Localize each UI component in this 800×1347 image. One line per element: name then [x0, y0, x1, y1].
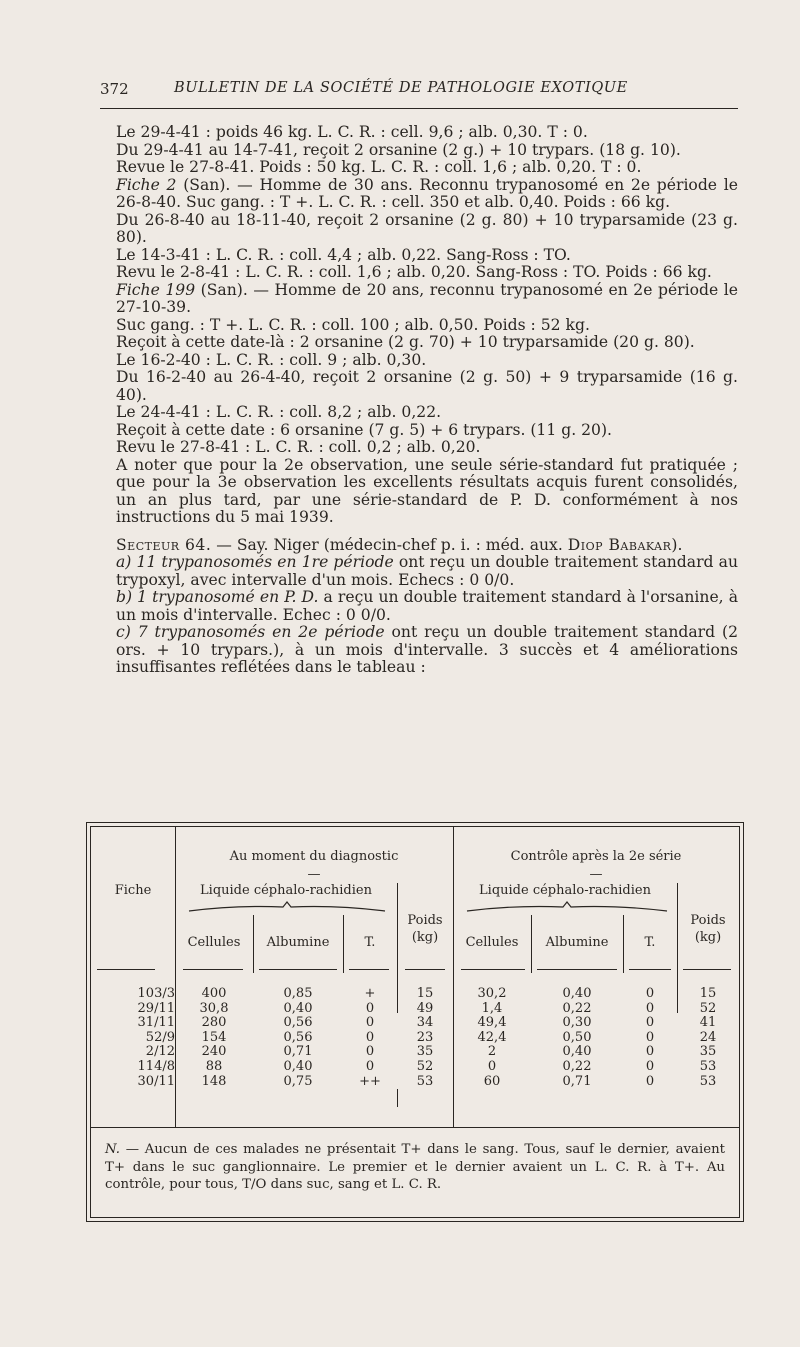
table-cell-alb2: 0,40	[562, 1044, 592, 1060]
header-underline	[349, 969, 389, 970]
lcr-header: Liquide céphalo-rachidien	[200, 883, 372, 898]
item-label: a) 11 trypanosomés en 1re période	[116, 553, 394, 571]
table-cell-alb2: 0,22	[562, 1000, 592, 1016]
paragraph	[116, 282, 738, 317]
paragraph: Du 26-8-40 au 18-11-40, reçoit 2 orsanine (2 g. 80) + 10 tryparsamide (23 g. 80).	[116, 210, 738, 246]
brace-icon	[187, 901, 387, 917]
group-header-dash: —	[307, 867, 321, 882]
header-underline	[97, 969, 155, 970]
header-rule	[100, 108, 738, 109]
kg-header: (kg)	[694, 930, 722, 945]
table-cell-poids2: 15	[699, 986, 717, 1001]
doctor-name: Diop Babakar	[567, 535, 672, 554]
column-cell1	[175, 987, 253, 1089]
table-cell-poids2: 52	[699, 1000, 717, 1016]
table-cell-t1: 0	[365, 1000, 375, 1016]
brace-icon	[465, 901, 669, 917]
kg-header: (kg)	[411, 930, 439, 945]
paragraph	[116, 177, 738, 212]
table-cell-cell1: 148	[201, 1073, 227, 1089]
item-text: ont reçu un double traitement standard (2 ors. + 10 trypars.), à un mois d'intervalle. 3 succès et 4 améliorations insuffisantes reflétées dans le tableau :	[116, 623, 738, 676]
paragraph: Le 24-4-41 : L. C. R. : coll. 8,2 ; alb. 0,22.	[116, 403, 442, 421]
poids-header: Poids	[690, 913, 726, 928]
table-cell-t2: 0	[645, 1044, 655, 1060]
table-footnote	[105, 1141, 725, 1194]
table-cell-poids1: 53	[416, 1073, 434, 1089]
header-underline	[537, 969, 617, 970]
table-cell-fiche: 30/11	[137, 1073, 175, 1089]
header-underline	[629, 969, 671, 970]
table-cell-poids1: 23	[416, 1029, 434, 1045]
table-cell-cell1: 88	[205, 1058, 223, 1074]
table-cell-t1: 0	[365, 1029, 375, 1045]
table-cell-poids1: 35	[416, 1044, 434, 1060]
paragraph: Reçoit à cette date-là : 2 orsanine (2 g. 70) + 10 tryparsamide (20 g. 80).	[116, 333, 695, 351]
paragraph	[116, 589, 738, 624]
cellules-header: Cellules	[187, 935, 241, 950]
paragraph	[116, 624, 738, 677]
column-cell2	[453, 987, 531, 1089]
secteur-end: ).	[671, 535, 683, 554]
body-text	[116, 124, 738, 677]
table-cell-poids2: 53	[699, 1058, 717, 1074]
note-label: N.	[105, 1142, 121, 1157]
note-text: — Aucun de ces malades ne présentait T+ dans le sang. Tous, sauf le dernier, avaient T+ dans le suc ganglionnaire. Le premier et le dernier avaient un L. C. R. à T+. Au contrôle, pour tous, T/O dans suc, sang et L. C. R.	[105, 1142, 725, 1192]
paragraph	[116, 554, 738, 589]
table-cell-alb2: 0,40	[562, 986, 592, 1001]
table-cell-t1: 0	[365, 1015, 375, 1031]
header-underline	[461, 969, 525, 970]
table-cell-alb1: 0,85	[283, 986, 313, 1001]
table-cell-poids2: 41	[699, 1015, 717, 1031]
fiche-label: Fiche 199	[116, 280, 196, 299]
table-cell-t1: ++	[359, 1073, 381, 1089]
fiche-label: Fiche 2	[116, 175, 177, 194]
group-header-diagnosis: Au moment du diagnostic	[229, 849, 399, 864]
table-cell-t2: 0	[645, 1029, 655, 1045]
paragraph: Le 16-2-40 : L. C. R. : coll. 9 ; alb. 0,30.	[116, 350, 427, 369]
paragraph: Du 29-4-41 au 14-7-41, reçoit 2 orsanine (2 g.) + 10 trypars. (18 g. 10).	[116, 140, 681, 159]
paragraph: A noter que pour la 2e observation, une seule série-standard fut pratiquée ; que pour la 3e observation les excellents résultats acquis furent consolidés, un an plus tard, par une série-standard de P. D. conformément à nos instructions du 5 mai 1939.	[116, 455, 738, 526]
table-cell-cell1: 154	[201, 1029, 227, 1045]
table-cell-poids1: 34	[416, 1015, 434, 1031]
table-cell-alb1: 0,40	[283, 1000, 313, 1016]
table-cell-alb1: 0,56	[283, 1029, 313, 1045]
table-cell-poids2: 35	[699, 1044, 717, 1060]
poids-header: Poids	[407, 913, 443, 928]
paragraph: Revu le 27-8-41 : L. C. R. : coll. 0,2 ; alb. 0,20.	[116, 438, 481, 456]
table-cell-fiche: 31/11	[137, 1015, 175, 1031]
column-fiche	[91, 987, 175, 1089]
table-cell-alb2: 0,30	[562, 1015, 592, 1031]
column-divider	[397, 1089, 398, 1107]
page-number: 372	[100, 80, 129, 98]
column-poids1	[397, 987, 453, 1089]
table-cell-cell1: 240	[201, 1044, 227, 1060]
albumine-header: Albumine	[266, 935, 330, 950]
table-cell-t1: +	[364, 986, 376, 1001]
cellules-header: Cellules	[465, 935, 519, 950]
paragraph: Suc gang. : T +. L. C. R. : coll. 100 ; alb. 0,50. Poids : 52 kg.	[116, 315, 590, 334]
table-cell-fiche: 29/11	[137, 1000, 175, 1016]
group-header-control: Contrôle après la 2e série	[510, 849, 682, 864]
lcr-header: Liquide céphalo-rachidien	[479, 883, 651, 898]
header-underline	[405, 969, 445, 970]
table-cell-t2: 0	[645, 1058, 655, 1074]
item-text: ont reçu un double traitement standard au trypoxyl, avec intervalle d'un mois. Echecs : 0 0/0.	[116, 553, 738, 589]
table-cell-fiche: 2/12	[145, 1044, 175, 1060]
table-cell-cell2: 42,4	[477, 1029, 507, 1045]
table-cell-cell2: 1,4	[481, 1000, 503, 1016]
paragraph	[116, 537, 738, 555]
table-cell-cell2: 0	[487, 1058, 497, 1074]
table-cell-poids1: 49	[416, 1000, 434, 1016]
table-cell-cell2: 30,2	[477, 986, 507, 1001]
table-cell-poids2: 53	[699, 1073, 717, 1089]
table-cell-t1: 0	[365, 1058, 375, 1074]
table-cell-t2: 0	[645, 1015, 655, 1031]
paragraph: Reçoit à cette date : 6 orsanine (7 g. 5) + 6 trypars. (11 g. 20).	[116, 420, 613, 439]
running-title: BULLETIN DE LA SOCIÉTÉ DE PATHOLOGIE EXOTIQUE	[174, 80, 628, 96]
table-cell-poids2: 24	[699, 1029, 717, 1045]
table-cell-t2: 0	[645, 1073, 655, 1089]
item-text: a reçu un double traitement standard à l'orsanine, à un mois d'intervalle. Echec : 0 0/0.	[116, 588, 738, 624]
fiche-text: (San). — Homme de 20 ans, reconnu trypanosomé en 2e période le 27-10-39.	[116, 280, 738, 316]
paragraph: Le 29-4-41 : poids 46 kg. L. C. R. : cell. 9,6 ; alb. 0,30. T : 0.	[116, 123, 588, 141]
table-cell-cell1: 30,8	[199, 1000, 229, 1016]
note-divider	[91, 1127, 739, 1128]
table-cell-alb1: 0,75	[283, 1073, 313, 1089]
table-cell-alb1: 0,40	[283, 1058, 313, 1074]
table-cell-poids1: 52	[416, 1058, 434, 1074]
header-underline	[683, 969, 731, 970]
fiche-header: Fiche	[114, 883, 152, 898]
item-label: c) 7 trypanosomés en 2e période	[116, 623, 385, 641]
table-cell-cell1: 280	[201, 1015, 227, 1031]
table-cell-cell2: 60	[483, 1073, 501, 1089]
table-cell-alb1: 0,71	[283, 1044, 313, 1060]
table-cell-cell1: 400	[201, 986, 227, 1001]
table-cell-alb2: 0,22	[562, 1058, 592, 1074]
column-alb2	[531, 987, 623, 1089]
results-table	[90, 826, 740, 1218]
header-underline	[183, 969, 243, 970]
paragraph: Revu le 2-8-41 : L. C. R. : coll. 1,6 ; alb. 0,20. Sang-Ross : TO. Poids : 66 kg.	[116, 263, 712, 281]
table-cell-poids1: 15	[416, 986, 434, 1001]
table-cell-fiche: 103/3	[137, 986, 175, 1001]
header-underline	[259, 969, 337, 970]
table-cell-alb1: 0,56	[283, 1015, 313, 1031]
column-t2	[623, 987, 677, 1089]
secteur-text: — Say. Niger (médecin-chef p. i. : méd. aux.	[211, 535, 568, 554]
table-cell-cell2: 2	[487, 1044, 497, 1060]
page-header	[100, 80, 740, 102]
table-cell-t2: 0	[645, 986, 655, 1001]
item-label: b) 1 trypanosomé en P. D.	[116, 588, 319, 606]
paragraph: Le 14-3-41 : L. C. R. : coll. 4,4 ; alb. 0,22. Sang-Ross : TO.	[116, 245, 571, 264]
paragraph: Du 16-2-40 au 26-4-40, reçoit 2 orsanine (2 g. 50) + 9 tryparsamide (16 g. 40).	[116, 368, 738, 404]
table-cell-alb2: 0,50	[562, 1029, 592, 1045]
table-cell-alb2: 0,71	[562, 1073, 592, 1089]
table-cell-t1: 0	[365, 1044, 375, 1060]
albumine-header: Albumine	[545, 935, 609, 950]
table-cell-cell2: 49,4	[477, 1015, 507, 1031]
table-cell-t2: 0	[645, 1000, 655, 1016]
column-t1	[343, 987, 397, 1089]
column-poids2	[677, 987, 739, 1089]
table-cell-fiche: 114/8	[137, 1058, 175, 1074]
group-header-dash: —	[589, 867, 603, 882]
t-header: T.	[644, 935, 656, 950]
paragraph: Revue le 27-8-41. Poids : 50 kg. L. C. R. : coll. 1,6 ; alb. 0,20. T : 0.	[116, 158, 642, 176]
table-cell-fiche: 52/9	[145, 1029, 175, 1045]
fiche-text: (San). — Homme de 30 ans. Reconnu trypanosomé en 2e période le 26-8-40. Suc gang. : T +. L. C. R. : cell. 350 et alb. 0,40. Poids : 66 kg.	[116, 175, 738, 211]
column-alb1	[253, 987, 343, 1089]
t-header: T.	[364, 935, 376, 950]
secteur-label: Secteur 64.	[116, 535, 212, 554]
